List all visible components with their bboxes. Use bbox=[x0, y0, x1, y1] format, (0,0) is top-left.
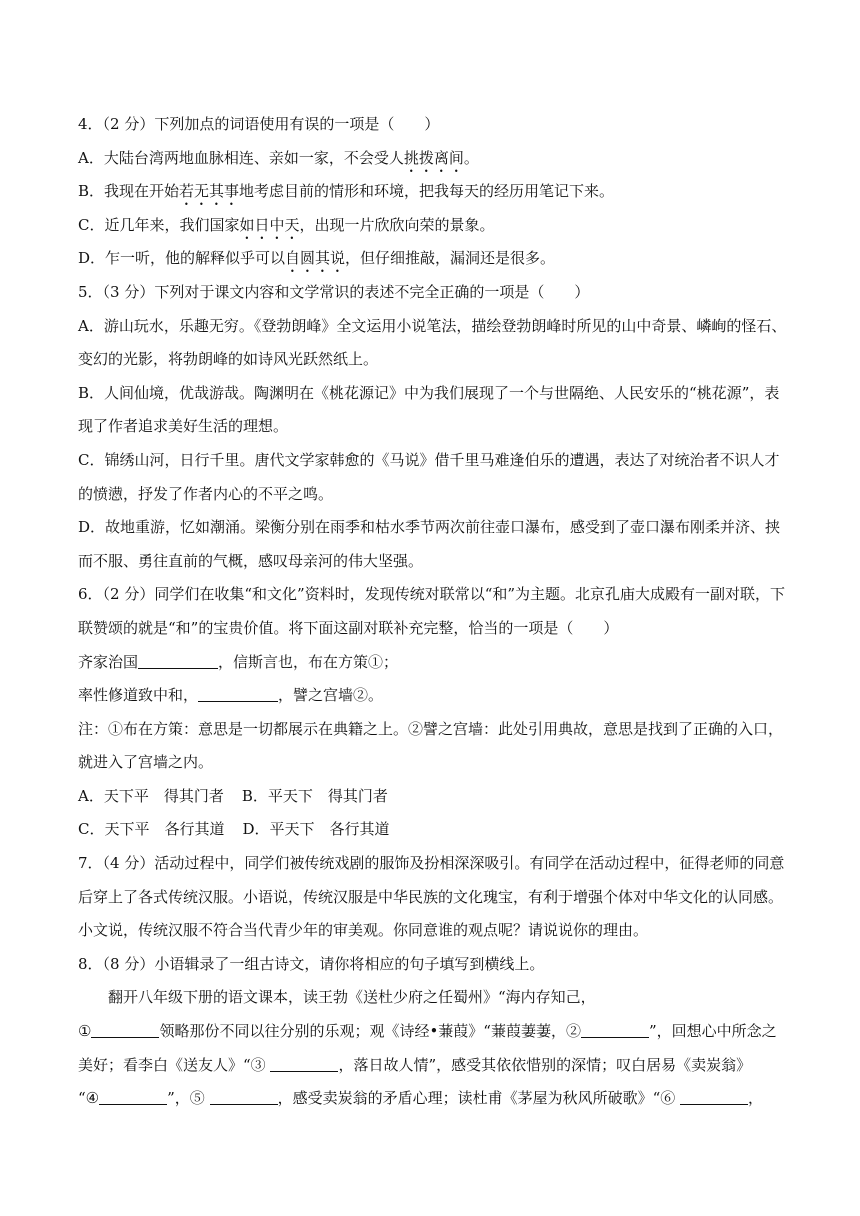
question-8 bbox=[78, 948, 784, 1116]
fill-blank-6[interactable] bbox=[680, 1086, 748, 1105]
fill-blank-4[interactable] bbox=[99, 1086, 167, 1105]
question-7-line-1: 7．（4 分）活动过程中，同学们被传统戏剧的服饰及扮相深深吸引。有同学在活动过程中，征得老师的同意 bbox=[78, 854, 785, 873]
option-a: A．天下平 得其门者 bbox=[78, 786, 224, 805]
question-4-option-c: C．近几年来，我们国家如日中天，出现一片欣欣向荣的景象。 bbox=[78, 215, 495, 234]
question-6-note: 注：①布在方策：意思是一切都展示在典籍之上。②譬之宫墙：此处引用典故，意思是找到了正确的入口， bbox=[78, 719, 784, 738]
question-5-option-b-cont: 现了作者追求美好生活的理想。 bbox=[78, 417, 289, 436]
question-4-option-a: A．大陆台湾两地血脉相连、亲如一家，不会受人挑拨离间。 bbox=[78, 148, 479, 167]
option-d: D．平天下 各行其道 bbox=[242, 820, 390, 839]
option-b: B．平天下 得其门者 bbox=[241, 786, 388, 805]
question-6-options-row-2 bbox=[78, 813, 784, 847]
question-5-option-d: D．故地重游，忆如潮涌。梁衡分别在雨季和枯水季节两次前往壶口瀑布，感受到了壶口瀑布刚柔并济、挟 bbox=[78, 518, 781, 537]
question-5-option-d-cont: 而不服、勇往直前的气概，感叹母亲河的伟大坚强。 bbox=[78, 551, 424, 570]
question-8-passage-3: 美好；看李白《送友人》“③ ，落日故人情”，感受其依依惜别的深情；叹白居易《卖炭翁》 bbox=[78, 1049, 784, 1083]
dotted-word: 挑拨离间 bbox=[403, 148, 464, 167]
fill-blank-1[interactable] bbox=[91, 1019, 159, 1038]
question-5-option-a: A．游山玩水，乐趣无穷。《登勃朗峰》全文运用小说笔法，描绘登勃朗峰时所见的山中奇景、嶙峋的怪石、 bbox=[78, 316, 787, 335]
question-4-option-d: D．乍一听，他的解释似乎可以自圆其说，但仔细推敲，漏洞还是很多。 bbox=[78, 249, 556, 268]
couplet-blank-1[interactable] bbox=[138, 650, 218, 669]
question-5 bbox=[78, 276, 787, 578]
fill-blank-3[interactable] bbox=[270, 1053, 338, 1072]
dotted-word: 如日中天 bbox=[239, 215, 300, 234]
question-8-passage-2: ① 领略那份不同以往分别的乐观；观《诗经•蒹葭》“蒹葭萋萋，② ”，回想心中所念之 bbox=[78, 1015, 784, 1049]
question-5-option-c: C．锦绣山河，日行千里。唐代文学家韩愈的《马说》借千里马难逢伯乐的遭遇，表达了对统治者不识人才 bbox=[78, 450, 780, 469]
question-6-stem: 6．（2 分）同学们在收集“和文化”资料时，发现传统对联常以“和”为主题。北京孔庙大成殿有一副对联，下 bbox=[78, 585, 786, 604]
couplet-blank-2[interactable] bbox=[198, 683, 278, 702]
couplet-lower: 率性修道致中和， ，譬之宫墙②。 bbox=[78, 679, 784, 713]
question-6 bbox=[78, 578, 784, 847]
question-4-option-b: B．我现在开始若无其事地考虑目前的情形和环境，把我每天的经历用笔记下来。 bbox=[78, 182, 615, 201]
question-7-line-2: 后穿上了各式传统汉服。小语说，传统汉服是中华民族的文化瑰宝，有利于增强个体对中华文化的认同感。 bbox=[78, 887, 784, 906]
question-7 bbox=[78, 847, 784, 948]
question-4 bbox=[78, 108, 784, 276]
exam-content bbox=[78, 108, 787, 1116]
question-4-stem: 4．（2 分）下列加点的词语使用有误的一项是（ ） bbox=[78, 115, 440, 133]
question-8-passage-1: 翻开八年级下册的语文课本，读王勃《送杜少府之任蜀州》“海内存知己， bbox=[108, 988, 596, 1007]
question-5-option-c-cont: 的愤懑，抒发了作者内心的不平之鸣。 bbox=[78, 484, 334, 503]
question-5-option-b: B．人间仙境，优哉游哉。陶渊明在《桃花源记》中为我们展现了一个与世隔绝、人民安乐的“桃花源”，表 bbox=[78, 383, 780, 402]
question-8-passage-4: “④ ”，⑤ ，感受卖炭翁的矛盾心理；读杜甫《茅屋为秋风所破歌》“⑥ ， bbox=[78, 1082, 784, 1116]
question-6-note-cont: 就进入了宫墙之内。 bbox=[78, 753, 214, 772]
couplet-upper: 齐家治国 ，信斯言也，布在方策①； bbox=[78, 646, 784, 680]
fill-blank-5[interactable] bbox=[210, 1086, 278, 1105]
question-6-options-row-1 bbox=[78, 780, 784, 814]
question-5-option-a-cont: 变幻的光影，将勃朗峰的如诗风光跃然纸上。 bbox=[78, 350, 379, 369]
option-c: C．天下平 各行其道 bbox=[78, 820, 225, 839]
question-8-stem: 8．（8 分）小语辑录了一组古诗文，请你将相应的句子填写到横线上。 bbox=[78, 954, 545, 973]
dotted-word: 若无其事 bbox=[179, 182, 240, 201]
question-6-stem-cont: 联赞颂的就是“和”的宝贵价值。将下面这副对联补充完整，恰当的一项是（ ） bbox=[78, 618, 619, 637]
question-7-line-3: 小文说，传统汉服不符合当代青少年的审美观。你同意谁的观点呢？请说说你的理由。 bbox=[78, 921, 649, 940]
fill-blank-2[interactable] bbox=[581, 1019, 649, 1038]
question-5-stem: 5．（3 分）下列对于课文内容和文学常识的表述不完全正确的一项是（ ） bbox=[78, 282, 590, 301]
dotted-word: 自圆其说 bbox=[285, 249, 346, 268]
